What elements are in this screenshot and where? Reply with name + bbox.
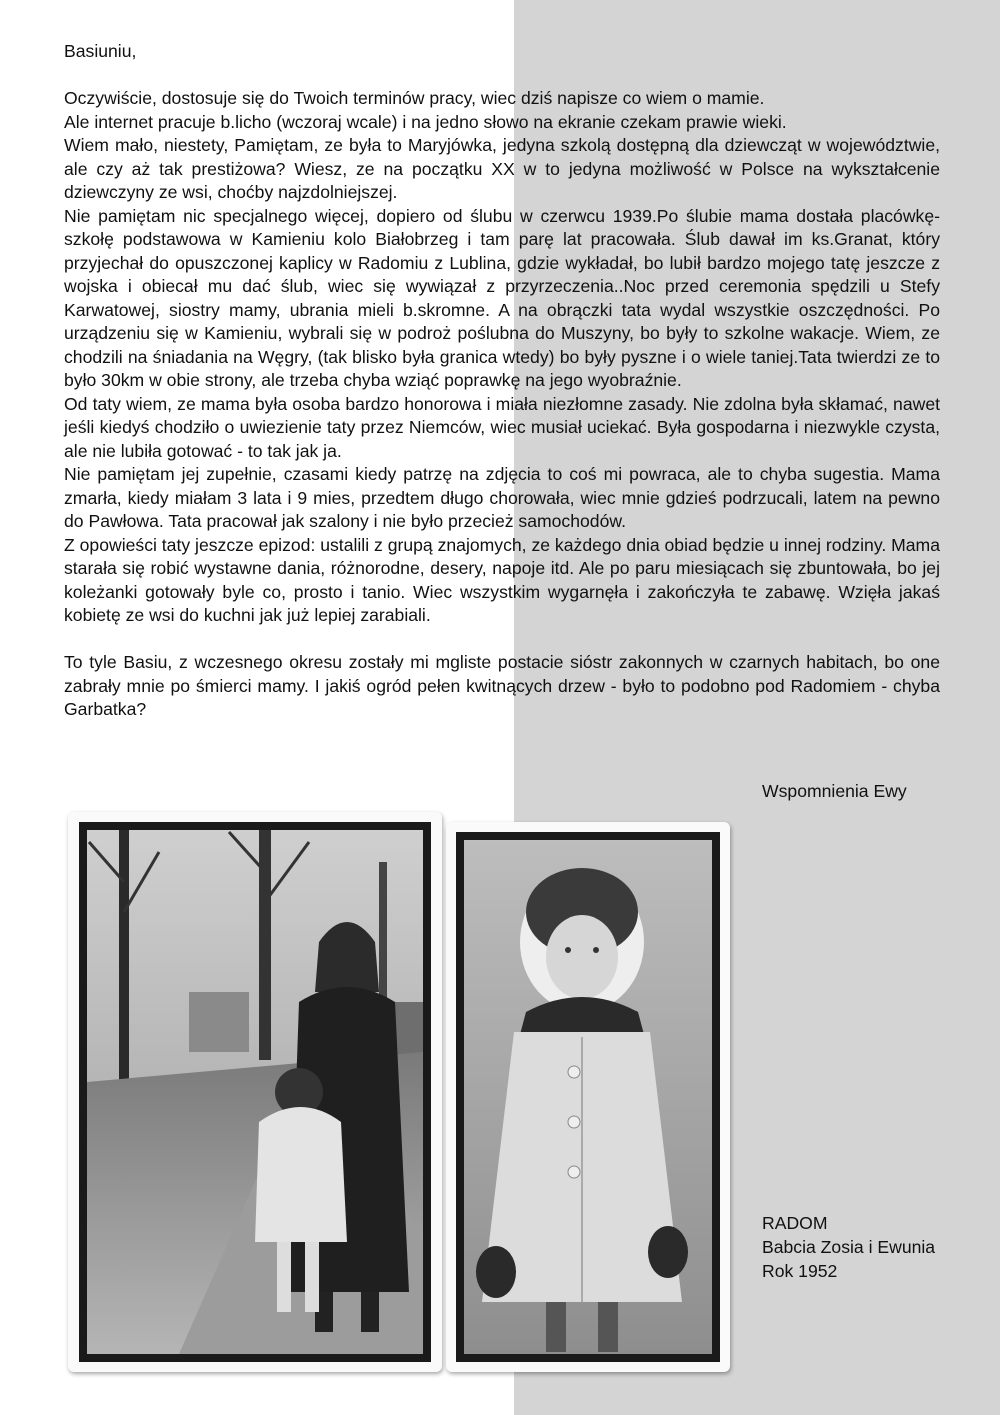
photo-image — [79, 822, 431, 1362]
photo-woman-child-walking — [68, 812, 442, 1372]
letter-paragraph-4: Nie pamiętam nic specjalnego więcej, dopiero od ślubu w czerwcu 1939.Po ślubie mama dostała placówkę-szkołę podstawowa w Kamieniu kolo Białobrzeg i tam parę lat pracowała. Ślub dawał im ks.Granat, który przyjechał do opuszczonej kaplicy w Radomiu z Lublina, gdzie wykładał, bo lubił bardzo mojego tatę jeszcze z wojska i obiecał mu dać ślub, wiec się wywiązał z przyrzeczenia..Noc przed ceremonia spędzili u Stefy Karwatowej, siostry mamy, ubrania mieli b.skromne. A na obrączki tata wydal wszystkie oszczędności. Po urządzeniu się w Kamieniu, wybrali się w podroż poślubna do Muszyny, bo były to szkolne wakacje. Wiem, ze chodzili na śniadania na Węgry, (tak blisko była granica wtedy) bo były pyszne i o wiele taniej.Tata twierdzi ze to było 30km w obie strony, ale trzeba chyba wziąć poprawkę na jego wyobraźnie. — [64, 205, 940, 390]
photo-caption — [762, 1211, 935, 1283]
letter-paragraph-3: Wiem mało, niestety, Pamiętam, ze była to Maryjówka, jedyna szkolą dostępną dla dziewcząt w województwie, ale czy aż tak prestiżowa? Wiesz, ze na początku XX w to jedyna możliwość w Polsce na wykształcenie dziewczyny ze wsi, choćby najzdolniejszej. — [64, 135, 940, 202]
letter-body — [64, 40, 940, 722]
photo-girl-in-coat — [446, 822, 730, 1372]
signature: Wspomnienia Ewy — [762, 781, 907, 801]
caption-people: Babcia Zosia i Ewunia — [762, 1237, 936, 1257]
caption-year: Rok 1952 — [762, 1261, 838, 1281]
letter-paragraph-7: Z opowieści taty jeszcze epizod: ustalili z grupą znajomych, ze każdego dnia obiad będzie u innej rodziny. Mama starała się robić wystawne dania, różnorodne, desery, napoje itd. Ale po paru miesiącach się zbuntowała, bo jej koleżanki gotowały byle co, prosto i tanio. Wiec wszystkim wygarnęła i zakończyła te zabawę. Wzięła jakaś kobietę ze wsi do kuchni jak już lepiej zarabiali. — [64, 534, 940, 625]
caption-place: RADOM — [762, 1213, 828, 1233]
letter-closing: To tyle Basiu, z wczesnego okresu zostały mi mgliste postacie sióstr zakonnych w czarnych habitach, bo one zabrały mnie po śmierci mamy. I jakiś ogród pełen kwitnących drzew - było to podobno pod Radomiem - chyba Garbatka? — [64, 652, 940, 719]
paragraph-gap — [64, 64, 940, 88]
letter-paragraph-6: Nie pamiętam jej zupełnie, czasami kiedy patrzę na zdjęcia to coś mi powraca, ale to chyba sugestia. Mama zmarła, kiedy miałam 3 lata i 9 mies, przedtem długo chorowała, wiec mnie gdzieś podrzucali, latem na pewno do Pawłowa. Tata pracował jak szalony i nie było przecież samochodów. — [64, 464, 940, 531]
letter-paragraph-1: Oczywiście, dostosuje się do Twoich terminów pracy, wiec dziś napisze co wiem o mamie. — [64, 88, 765, 108]
letter-paragraph-2: Ale internet pracuje b.licho (wczoraj wcale) i na jedno słowo na ekranie czekam prawie wieki. — [64, 111, 787, 132]
paragraph-gap — [64, 628, 940, 652]
letter-paragraph-5: Od taty wiem, ze mama była osoba bardzo honorowa i miała niezłomne zasady. Nie zdolna była skłamać, nawet jeśli kiedyś chodziło o uwiezienie taty przez Niemców, wiec musiał uciekać. Była gospodarna i niezwykle czysta, ale nie lubiła gotować - to tak jak ja. — [64, 393, 940, 461]
letter-greeting: Basiuniu, — [64, 41, 137, 61]
photo-image — [456, 832, 720, 1362]
